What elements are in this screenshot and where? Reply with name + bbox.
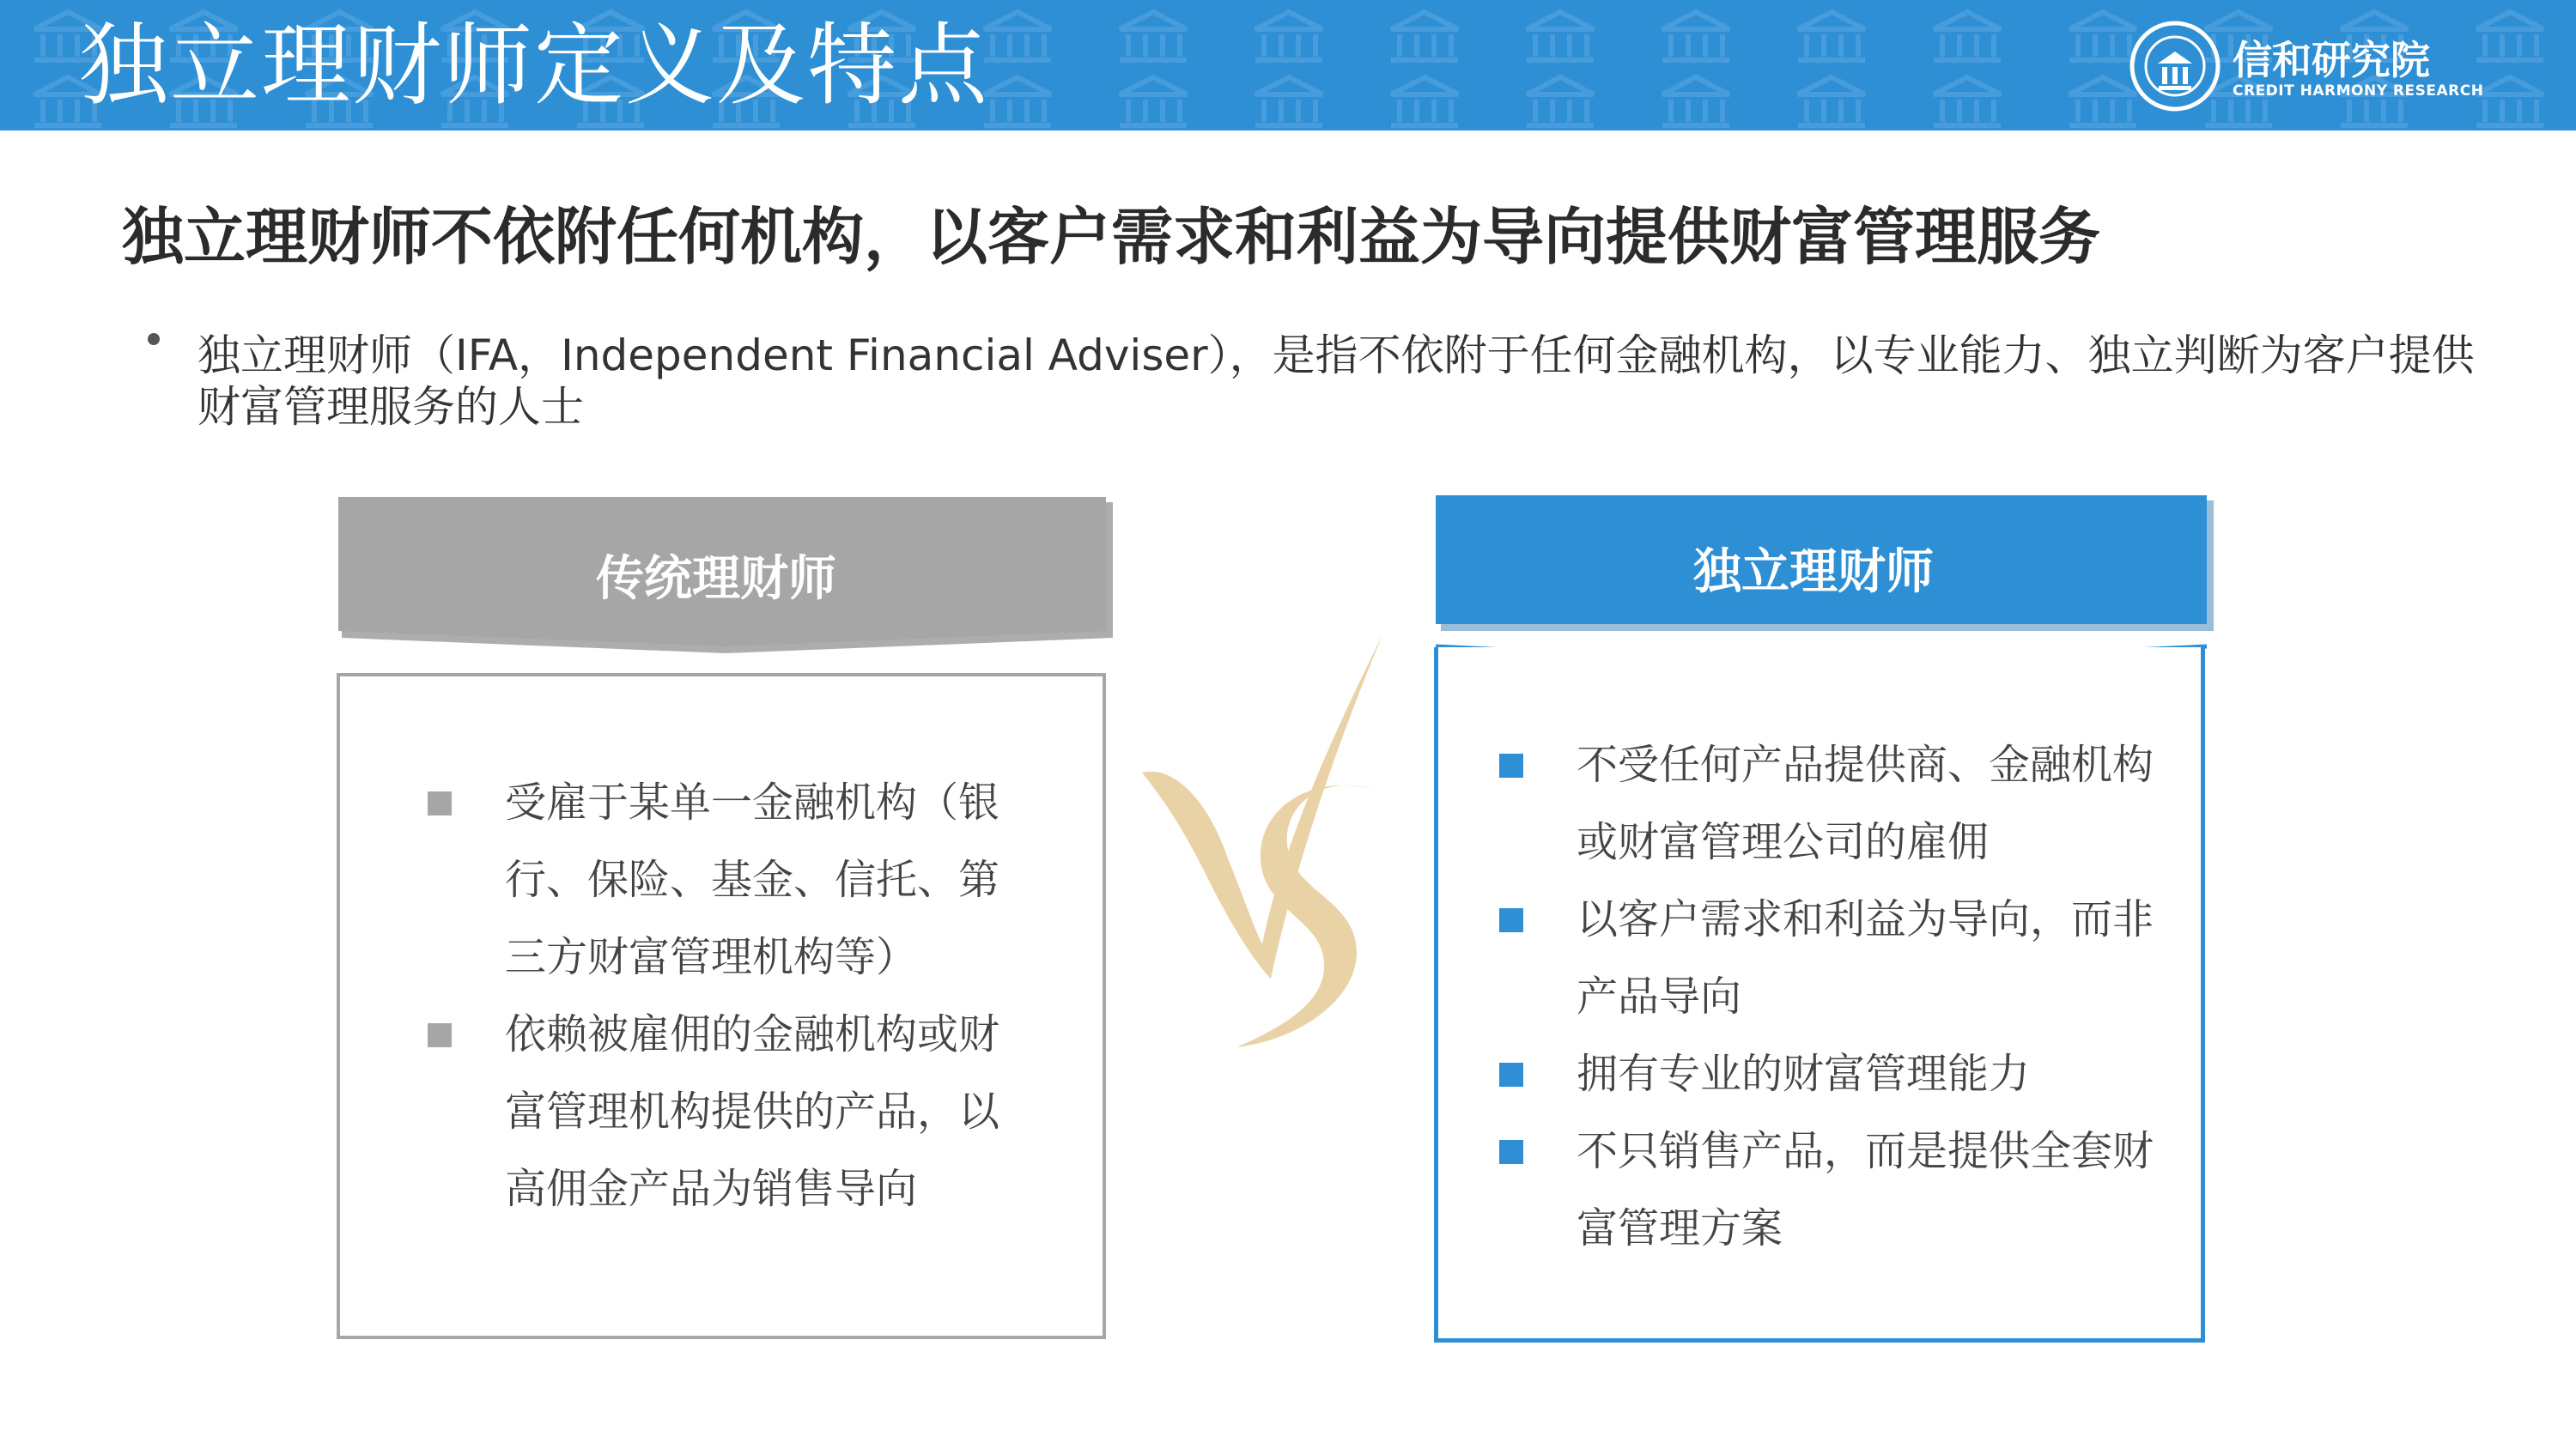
list-item: 不只销售产品，而是提供全套财富管理方案 xyxy=(1577,1113,2160,1267)
vs-icon xyxy=(1125,635,1400,1064)
independent-header-label: 独立理财师 xyxy=(1693,544,1934,600)
list-item: 依赖被雇佣的金融机构或财富管理机构提供的产品，以高佣金产品为销售导向 xyxy=(505,996,1037,1228)
page-title: 独立理财师定义及特点 xyxy=(79,13,990,118)
square-bullet-icon xyxy=(1499,908,1523,932)
intro-text: 独立理财师（IFA，Independent Financial Adviser），是指不依附于任何金融机构，以专业能力、独立判断为客户提供财富管理服务的人士 xyxy=(197,330,2475,432)
bullet-dot-icon xyxy=(148,333,160,345)
list-item: 以客户需求和利益为导向，而非产品导向 xyxy=(1577,881,2160,1035)
independent-list xyxy=(1577,726,2160,1267)
logo-english: CREDIT HARMONY RESEARCH xyxy=(2233,82,2484,100)
square-bullet-icon xyxy=(1499,754,1523,778)
square-bullet-icon xyxy=(1499,1063,1523,1087)
square-bullet-icon xyxy=(1499,1140,1523,1164)
list-item: 拥有专业的财富管理能力 xyxy=(1577,1035,2160,1113)
logo-badge-icon xyxy=(2128,19,2222,113)
traditional-list xyxy=(505,764,1037,1228)
logo xyxy=(2128,19,2484,113)
square-bullet-icon xyxy=(428,791,452,815)
square-bullet-icon xyxy=(428,1023,452,1047)
list-item: 受雇于某单一金融机构（银行、保险、基金、信托、第三方财富管理机构等） xyxy=(505,764,1037,996)
traditional-header-label: 传统理财师 xyxy=(596,551,836,607)
header-band xyxy=(0,0,2576,130)
slide-subtitle: 独立理财师不依附任何机构，以客户需求和利益为导向提供财富管理服务 xyxy=(122,201,2101,273)
list-item: 不受任何产品提供商、金融机构或财富管理公司的雇佣 xyxy=(1577,726,2160,881)
logo-name: 信和研究院 xyxy=(2233,37,2430,83)
